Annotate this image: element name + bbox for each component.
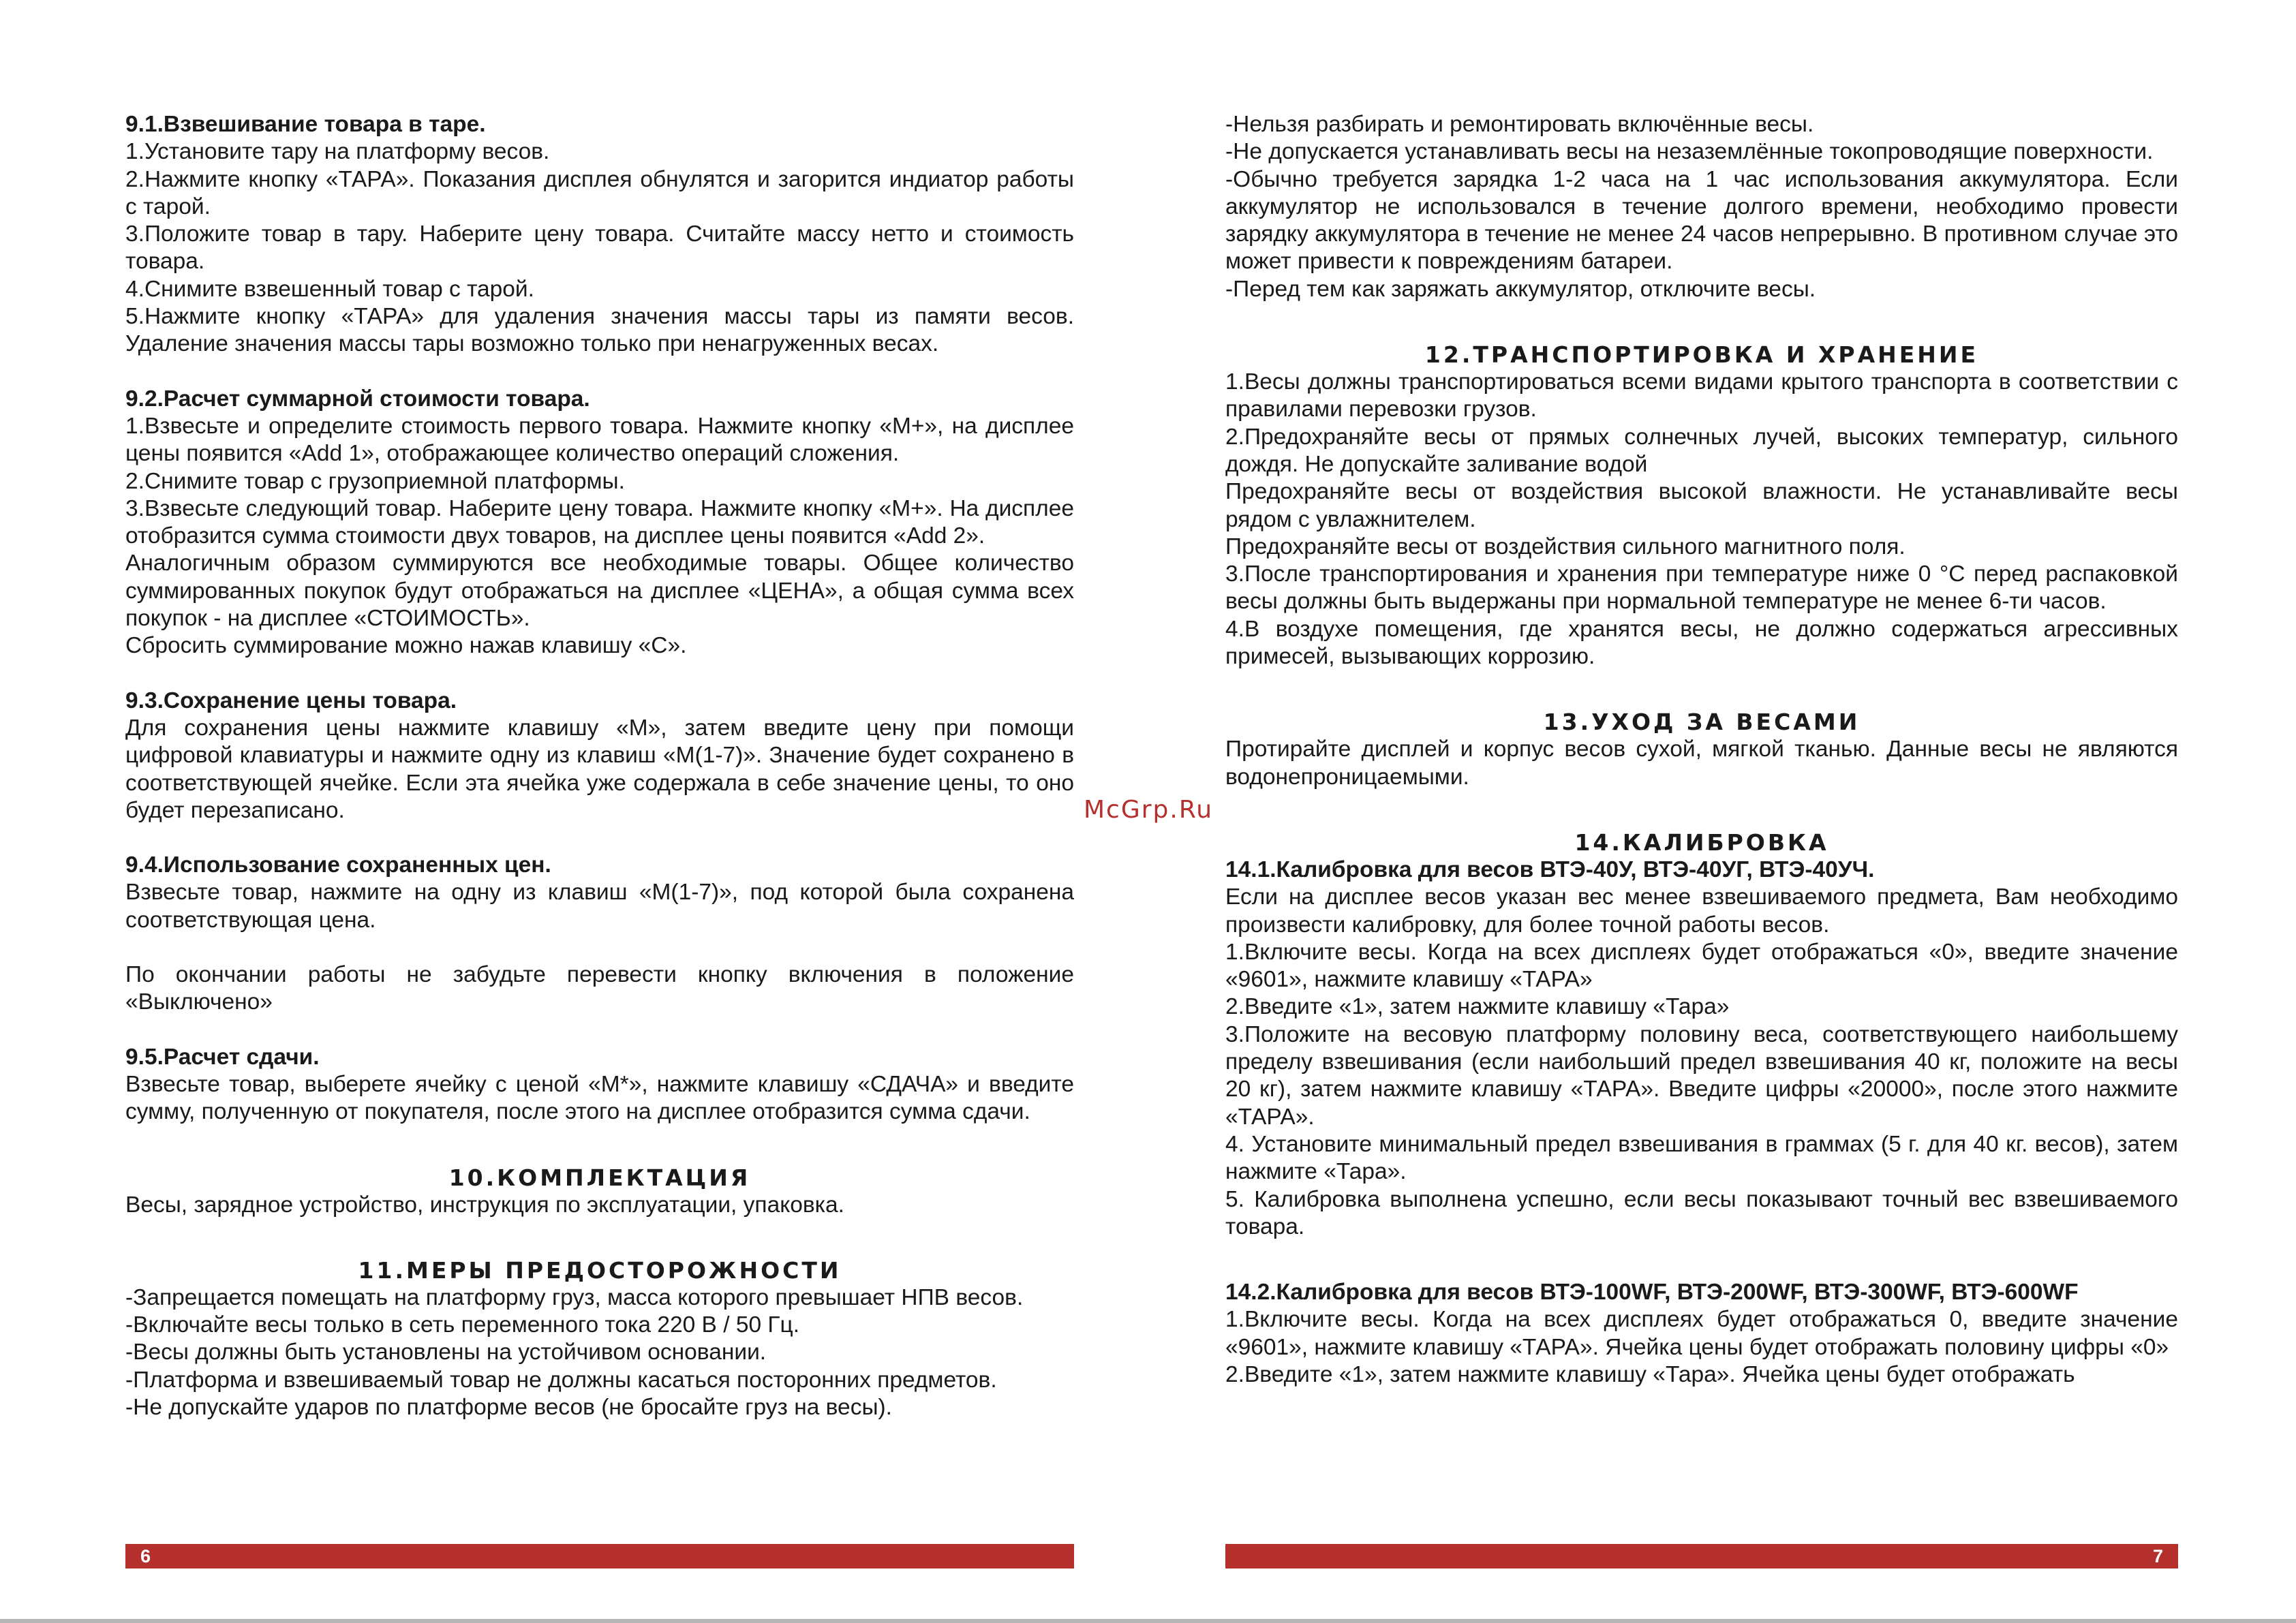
section-14-2-title: 14.2.Калибровка для весов ВТЭ-100WF, ВТЭ-200WF, ВТЭ-300WF, ВТЭ-600WF	[1225, 1280, 2079, 1305]
section-9-4	[125, 852, 1074, 1016]
paragraph: Для сохранения цены нажмите клавишу «М», затем введите цену при помощи цифровой клавиатуры и нажмите одну из клавиш «М(1-7)». Значение будет сохранено в соответствующей ячейке. Если эта ячейка уже содержала в себе значение цены, то оно будет перезаписано.	[125, 715, 1074, 823]
paragraph: Предохраняйте весы от воздействия сильного магнитного поля.	[1225, 534, 1905, 559]
paragraph: 5. Калибровка выполнена успешно, если весы показывают точный вес взвешиваемого товара.	[1225, 1186, 2178, 1239]
paragraph: 1.Весы должны транспортироваться всеми видами крытого транспорта в соответствии с правилами перевозки грузов.	[1225, 369, 2178, 422]
section-9-4-title: 9.4.Использование сохраненных цен.	[125, 852, 551, 878]
paragraph: -Не допускается устанавливать весы на незаземлённые токопроводящие поверхности.	[1225, 139, 2154, 165]
paragraph: 2.Нажмите кнопку «ТАРА». Показания дисплея обнулятся и загорится индиатор работы с тарой.	[125, 166, 1074, 219]
section-11-title: 11.МЕРЫ ПРЕДОСТОРОЖНОСТИ	[358, 1256, 842, 1284]
section-9-2	[125, 386, 1074, 660]
section-9-3-title: 9.3.Сохранение цены товара.	[125, 687, 457, 713]
paragraph: Сбросить суммирование можно нажав клавишу «С».	[125, 633, 687, 659]
paragraph: 2.Введите «1», затем нажмите клавишу «Тара»	[1225, 994, 1730, 1020]
paragraph: Протирайте дисплей и корпус весов сухой, мягкой тканью. Данные весы не являются водонепроницаемыми.	[1225, 737, 2178, 790]
paragraph: 1.Включите весы. Когда на всех дисплеях будет отображаться 0, введите значение «9601», нажмите клавишу «ТАРА». Ячейка цены будет отображать половину цифры «0»	[1225, 1307, 2178, 1360]
paragraph: 3.Взвесьте следующий товар. Наберите цену товара. Нажмите кнопку «М+». На дисплее отобразится сумма стоимости двух товаров, на дисплее цены появится «Add 2».	[125, 495, 1074, 549]
section-14-title: 14.КАЛИБРОВКА	[1574, 829, 1829, 856]
left-page-column	[125, 111, 1074, 1421]
section-9-1-title: 9.1.Взвешивание товара в таре.	[125, 112, 486, 137]
paragraph: 2.Снимите товар с грузоприемной платформы.	[125, 468, 625, 494]
paragraph: Аналогичным образом суммируются все необходимые товары. Общее количество суммированных покупок будут отображаться на дисплее «ЦЕНА», а общая сумма всех покупок - на дисплее «СТОИМОСТЬ».	[125, 551, 1074, 632]
footer-bar-left	[125, 1544, 1074, 1568]
paragraph: Взвесьте товар, выберете ячейку с ценой «М*», нажмите клавишу «СДАЧА» и введите сумму, полученную от покупателя, после этого на дисплее отобразится сумма сдачи.	[125, 1071, 1074, 1125]
section-14-1-title: 14.1.Калибровка для весов ВТЭ-40У, ВТЭ-40УГ, ВТЭ-40УЧ.	[1225, 856, 1875, 882]
paragraph: 2.Предохраняйте весы от прямых солнечных лучей, высоких температур, сильного дождя. Не допускайте заливание водой	[1225, 424, 2178, 477]
paragraph: 5.Нажмите кнопку «ТАРА» для удаления значения массы тары из памяти весов. Удаление значения массы тары возможно только при ненагруженных весах.	[125, 304, 1074, 357]
section-9-5	[125, 1044, 1074, 1126]
section-13	[1225, 709, 2178, 791]
paragraph: Предохраняйте весы от воздействия высокой влажности. Не устанавливайте весы рядом с увлажнителем.	[1225, 479, 2178, 532]
paragraph: -Не допускайте ударов по платформе весов (не бросайте груз на весы).	[125, 1394, 892, 1420]
paragraph: -Платформа и взвешиваемый товар не должны касаться посторонних предметов.	[125, 1367, 997, 1393]
watermark: McGrp.Ru	[1084, 796, 1214, 824]
paragraph: -Включайте весы только в сеть переменного тока 220 В / 50 Гц.	[125, 1312, 800, 1338]
paragraph: Весы, зарядное устройство, инструкция по эксплуатации, упаковка.	[125, 1192, 844, 1218]
section-11	[125, 1257, 1074, 1421]
section-9-2-title: 9.2.Расчет суммарной стоимости товара.	[125, 386, 590, 412]
section-14	[1225, 829, 2178, 1389]
paragraph: Взвесьте товар, нажмите на одну из клавиш «М(1-7)», под которой была сохранена соответствующая цена.	[125, 880, 1074, 933]
paragraph: 3.Положите на весовую платформу половину веса, соответствующего наибольшему пределу взвешивания (если наибольший предел взвешивания 40 кг, положите на весы 20 кг), затем нажмите клавишу «ТАРА». Введите цифры «20000», после этого нажмите «ТАРА».	[1225, 1021, 2178, 1130]
section-10-title: 10.КОМПЛЕКТАЦИЯ	[448, 1164, 751, 1191]
section-9-1	[125, 111, 1074, 358]
paragraph: 1.Установите тару на платформу весов.	[125, 139, 550, 165]
bottom-edge	[0, 1619, 2296, 1623]
power-off-note: По окончании работы не забудьте перевести кнопку включения в положение «Выключено»	[125, 962, 1074, 1015]
paragraph: -Нельзя разбирать и ремонтировать включённые весы.	[1225, 112, 1814, 137]
page-number-left: 6	[140, 1546, 151, 1566]
paragraph: -Обычно требуется зарядка 1-2 часа на 1 час использования аккумулятора. Если аккумулятор не использовался в течение долгого времени, необходимо провести зарядку аккумулятора в течение не менее 24 часов непрерывно. В противном случае это может привести к повреждениям батареи.	[1225, 166, 2178, 275]
paragraph: 3.После транспортирования и хранения при температуре ниже 0 °С перед распаковкой весы должны быть выдержаны при нормальной температуре не менее 6-ти часов.	[1225, 561, 2178, 615]
section-13-title: 13.УХОД ЗА ВЕСАМИ	[1543, 709, 1861, 736]
section-11-continued	[1225, 111, 2178, 303]
paragraph: Если на дисплее весов указан вес менее взвешиваемого предмета, Вам необходимо произвести калибровку, для более точной работы весов.	[1225, 884, 2178, 938]
paragraph: -Весы должны быть установлены на устойчивом основании.	[125, 1340, 767, 1365]
section-9-3	[125, 687, 1074, 824]
paragraph: 4. Установите минимальный предел взвешивания в граммах (5 г. для 40 кг. весов), затем нажмите «Тара».	[1225, 1131, 2178, 1185]
page-number-right: 7	[2152, 1546, 2163, 1566]
paragraph: -Перед тем как заряжать аккумулятор, отключите весы.	[1225, 276, 1816, 302]
section-10	[125, 1164, 1074, 1219]
paragraph: 4.Снимите взвешенный товар с тарой.	[125, 276, 534, 302]
right-page-column	[1225, 111, 2178, 1389]
paragraph: 3.Положите товар в тару. Наберите цену товара. Считайте массу нетто и стоимость товара.	[125, 221, 1074, 275]
paragraph: 1.Взвесьте и определите стоимость первого товара. Нажмите кнопку «М+», на дисплее цены появится «Add 1», отображающее количество операций сложения.	[125, 413, 1074, 467]
section-12	[1225, 341, 2178, 670]
footer-bar-right	[1225, 1544, 2178, 1568]
paragraph: 2.Введите «1», затем нажмите клавишу «Тара». Ячейка цены будет отображать	[1225, 1361, 2075, 1387]
paragraph: -Запрещается помещать на платформу груз, масса которого превышает НПВ весов.	[125, 1284, 1024, 1310]
paragraph: 4.В воздухе помещения, где хранятся весы, не должно содержаться агрессивных примесей, вызывающих коррозию.	[1225, 616, 2178, 670]
section-9-5-title: 9.5.Расчет сдачи.	[125, 1044, 320, 1070]
section-12-title: 12.ТРАНСПОРТИРОВКА И ХРАНЕНИЕ	[1424, 341, 1979, 369]
paragraph: 1.Включите весы. Когда на всех дисплеях будет отображаться «0», введите значение «9601», нажмите клавишу «ТАРА»	[1225, 939, 2178, 993]
